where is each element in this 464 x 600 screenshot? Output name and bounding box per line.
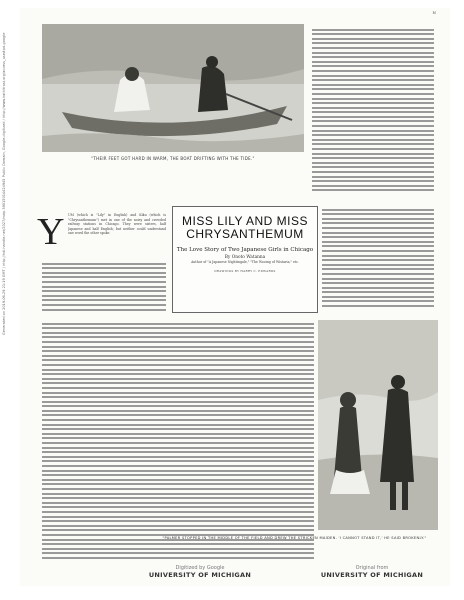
top-photo-caption: "THEIR FEET GOT HARD IN WARM, THE BOAT DRIFTING WITH THE TIDE." [91,156,255,161]
right-text-column [322,206,434,314]
bottom-photo-caption: "PALMER STOPPED IN THE MIDDLE OF THE FIELD AND DREW THE STRICKEN MAIDEN. 'I CANNOT STAND IT,' HE SAID BROKENLY." [162,536,427,540]
footer-left [140,565,260,579]
author-credits: Author of "A Japanese Nightingale," "The Wooing of Wistaria," etc. [191,260,299,264]
rowboat-illustration [42,24,304,152]
article-subtitle: The Love Story of Two Japanese Girls in Chicago [176,247,314,253]
main-text-column [42,320,314,570]
article-author: By Onoto Watanna [224,255,266,260]
magazine-page [20,8,450,586]
left-text-column [42,260,166,320]
hathitrust-watermark: Generated on 2019-06-29 21:19 GMT / http://hdl.handle.net/2027/mdp.39015014424945 Public Domain, Google-digitized / http://www.hathitrust.org/access_use#pd-google [2,32,6,335]
footer-right [312,565,432,579]
digitized-by-google: Digitized by Google [175,565,225,571]
illustrator-credit: DRAWINGS BY HARRY C. EDWARDS [214,269,276,273]
original-from: Original from [355,565,389,571]
field-illustration [318,320,438,530]
university-right: UNIVERSITY OF MICHIGAN [320,571,424,579]
top-right-text-column [312,26,434,206]
university-left: UNIVERSITY OF MICHIGAN [148,571,252,579]
drop-cap: Y [37,211,65,253]
rowboat-drawing [42,24,304,152]
opening-paragraph: UM (which is "Lily" in English) and Kiku (which is "Chrysanthemum") met in one of the noisy and crowded railway stations in Chicago. They were sisters, half Japanese and half English; but neither could understand one word the other spoke. [68,213,166,236]
field-drawing [318,320,438,530]
title-block [172,206,318,313]
article-title: MISS LILY AND MISS CHRYSANTHEMUM [182,214,308,241]
page-number: N [432,10,436,15]
